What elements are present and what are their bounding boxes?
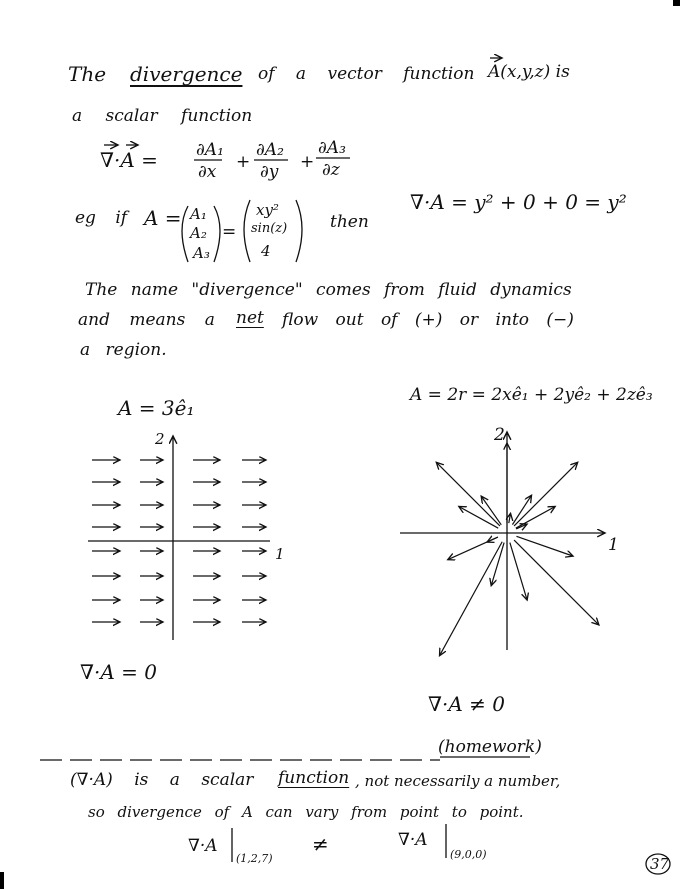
not-equal-sign: ≠ <box>312 832 329 856</box>
eval-rhs-subscript: (9,0,0) <box>450 848 487 861</box>
right-axis-vertical-label: 2 <box>494 425 505 445</box>
value-sinz: sin(z) <box>251 221 288 236</box>
right-paren <box>296 200 302 262</box>
para-net: net <box>236 308 264 328</box>
value-4: 4 <box>261 242 271 260</box>
example-result: ∇·A = y² + 0 + 0 = y² <box>410 190 627 214</box>
field-arrow <box>436 462 500 526</box>
left-axis-vertical-label: 2 <box>155 430 165 448</box>
left-field-title: A = 3ê₁ <box>118 396 195 420</box>
left-axis-horizontal-label: 1 <box>275 545 285 563</box>
component-a2: A₂ <box>190 224 207 242</box>
homework-note: (homework) <box>438 737 542 757</box>
text-then: then <box>330 212 369 232</box>
plus-sign: + <box>236 152 251 172</box>
text-a-function-of-xyz: A(x,y,z) is <box>488 62 570 82</box>
text-of-vector-function: of a vector function <box>258 64 475 84</box>
term1-numerator: ∂A₁ <box>196 140 224 160</box>
para-line2-start: and means a <box>78 310 215 330</box>
value-xy2: xy² <box>256 201 279 219</box>
left-paren <box>244 200 250 262</box>
vector-a-label: A = <box>144 206 182 230</box>
divergence-lhs: ∇·A = <box>100 148 158 172</box>
right-field-result: ∇·A ≠ 0 <box>428 692 505 716</box>
term2-denominator: ∂y <box>260 162 279 182</box>
page-number-circle <box>646 854 670 874</box>
field-arrow <box>512 495 531 524</box>
para-line3: a region. <box>80 340 167 360</box>
component-a1: A₁ <box>190 205 207 223</box>
term1-denominator: ∂x <box>198 162 217 182</box>
term3-numerator: ∂A₃ <box>318 138 346 158</box>
right-axis-horizontal-label: 1 <box>608 535 619 555</box>
field-arrow <box>459 506 498 528</box>
field-arrow <box>514 462 578 526</box>
page-number: 37 <box>650 855 670 873</box>
field-arrow <box>509 513 511 523</box>
text-divergence: divergence <box>130 62 243 86</box>
left-field-result: ∇·A = 0 <box>80 660 157 684</box>
eval-lhs-subscript: (1,2,7) <box>236 852 273 865</box>
right-field-title: A = 2r = 2xê₁ + 2yê₂ + 2zê₃ <box>410 385 653 405</box>
text-a-scalar-function: a scalar function <box>72 106 253 126</box>
bottom-line1-start: (∇·A) is a scalar <box>70 770 254 790</box>
bottom-line1-end: , not necessarily a number, <box>355 772 561 790</box>
component-a3: A₃ <box>193 244 210 262</box>
equals-sign: = <box>222 222 237 242</box>
text-eg-if: eg if <box>75 208 128 228</box>
field-arrow <box>514 540 599 625</box>
text-the: The <box>68 62 107 86</box>
bottom-function: function <box>278 768 350 788</box>
eval-rhs: ∇·A <box>398 830 428 850</box>
term3-denominator: ∂z <box>322 160 340 180</box>
eval-lhs: ∇·A <box>188 836 218 856</box>
para-line2-end: flow out of (+) or into (−) <box>282 310 574 330</box>
bottom-line2: so divergence of A can vary from point to point. <box>88 803 524 821</box>
term2-numerator: ∂A₂ <box>256 140 284 160</box>
field-arrow <box>487 537 498 542</box>
right-paren <box>214 206 220 262</box>
left-paren <box>182 206 188 262</box>
plus-sign: + <box>300 152 315 172</box>
para-line1: The name "divergence" comes from fluid dynamics <box>85 280 572 300</box>
field-arrow <box>516 536 573 556</box>
